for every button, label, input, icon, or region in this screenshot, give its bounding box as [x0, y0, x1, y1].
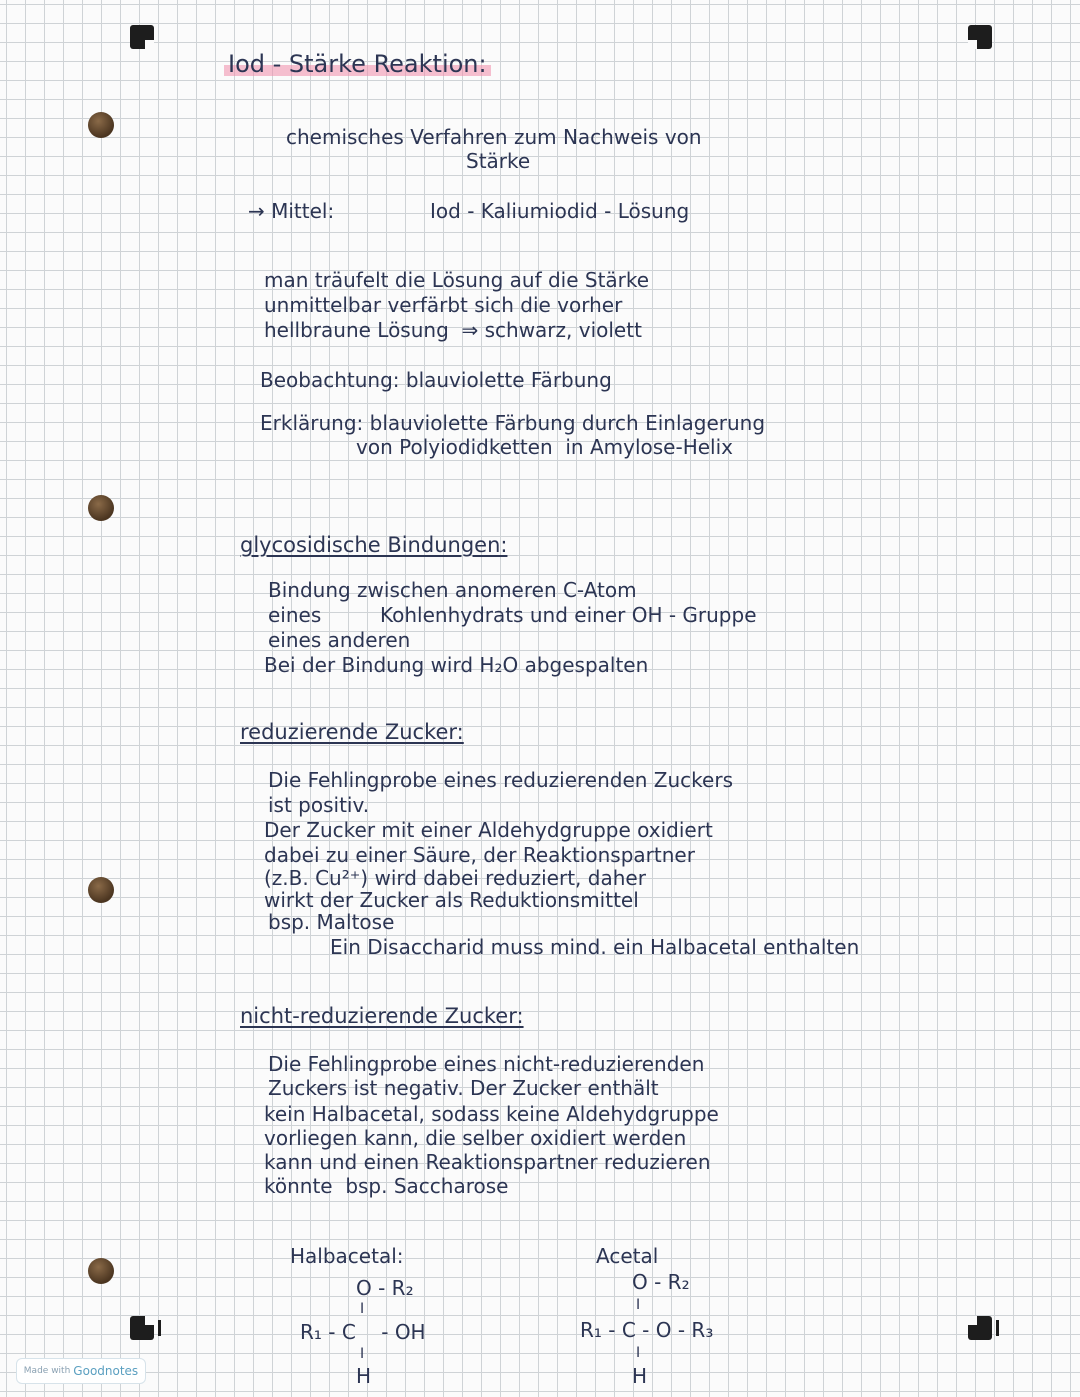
bond-line: I: [636, 1297, 641, 1313]
punch-hole: [88, 877, 114, 903]
text-line: Bindung zwischen anomeren C-Atom: [268, 578, 637, 602]
text-line: Die Fehlingprobe eines reduzierenden Zuckers: [268, 768, 733, 792]
corner-marker-top-right: [968, 25, 992, 49]
structure-row: H: [632, 1364, 648, 1388]
text-line: Der Zucker mit einer Aldehydgruppe oxidiert: [264, 818, 713, 842]
structure-row: O - R₂: [632, 1270, 690, 1294]
bond-line: I: [360, 1346, 365, 1362]
text-line: → Mittel:: [248, 199, 335, 223]
structure-row: H: [356, 1364, 372, 1388]
corner-marker-bottom-left: [130, 1316, 154, 1340]
text-line: kein Halbacetal, sodass keine Aldehydgruppe: [264, 1102, 719, 1126]
text-line: Die Fehlingprobe eines nicht-reduzierenden: [268, 1052, 705, 1076]
text-line: Iod - Kaliumiodid - Lösung: [430, 199, 690, 223]
goodnotes-brand: Goodnotes: [73, 1364, 139, 1378]
text-line: ist positiv.: [268, 793, 370, 817]
heading-iod-staerke: Iod - Stärke Reaktion:: [224, 52, 491, 76]
corner-marker-top-left: [130, 25, 154, 49]
text-line: vorliegen kann, die selber oxidiert werden: [264, 1126, 687, 1150]
goodnotes-badge: [16, 1358, 146, 1384]
structure-label: Acetal: [596, 1244, 659, 1268]
heading-nicht-reduzierende-zucker: nicht-reduzierende Zucker:: [240, 1004, 524, 1028]
structure-row: R₁ - C - O - R₃: [580, 1318, 714, 1342]
text-line: Erklärung: blauviolette Färbung durch Einlagerung: [260, 411, 766, 435]
structure-row: R₁ - C - OH: [300, 1320, 426, 1344]
made-with-label: Made with: [23, 1366, 71, 1376]
structure-label: Halbacetal:: [290, 1244, 404, 1268]
marker-bar-bottom-left: [158, 1320, 161, 1336]
heading-glycosidische-bindungen: glycosidische Bindungen:: [240, 533, 508, 557]
text-line: (z.B. Cu²⁺) wird dabei reduziert, daher: [264, 866, 646, 890]
text-line: dabei zu einer Säure, der Reaktionspartner: [264, 843, 695, 867]
text-line: Zuckers ist negativ. Der Zucker enthält: [268, 1076, 659, 1100]
text-line: chemisches Verfahren zum Nachweis von: [286, 125, 702, 149]
text-line: könnte bsp. Saccharose: [264, 1174, 509, 1198]
text-line: von Polyiodidketten in Amylose-Helix: [356, 435, 733, 459]
text-line: bsp. Maltose: [268, 910, 395, 934]
punch-hole: [88, 1258, 114, 1284]
text-line: Kohlenhydrats und einer OH - Gruppe: [380, 603, 757, 627]
text-line: unmittelbar verfärbt sich die vorher: [264, 293, 623, 317]
text-line: eines: [268, 603, 322, 627]
heading-reduzierende-zucker: reduzierende Zucker:: [240, 720, 464, 744]
text-line: wirkt der Zucker als Reduktionsmittel: [264, 888, 639, 912]
text-line: hellbraune Lösung ⇒ schwarz, violett: [264, 318, 642, 342]
structure-row: O - R₂: [356, 1276, 414, 1300]
text-line: Bei der Bindung wird H₂O abgespalten: [264, 653, 649, 677]
text-line: man träufelt die Lösung auf die Stärke: [264, 268, 650, 292]
text-line: Beobachtung: blauviolette Färbung: [260, 368, 612, 392]
text-line: Ein Disaccharid muss mind. ein Halbacetal enthalten: [330, 935, 860, 959]
bond-line: I: [360, 1301, 365, 1317]
text-line: Stärke: [466, 149, 531, 173]
punch-hole: [88, 495, 114, 521]
corner-marker-bottom-right: [968, 1316, 992, 1340]
bond-line: I: [636, 1345, 641, 1361]
text-line: eines anderen: [268, 628, 411, 652]
marker-bar-bottom-right: [996, 1320, 999, 1336]
punch-hole: [88, 112, 114, 138]
text-line: kann und einen Reaktionspartner reduzieren: [264, 1150, 711, 1174]
